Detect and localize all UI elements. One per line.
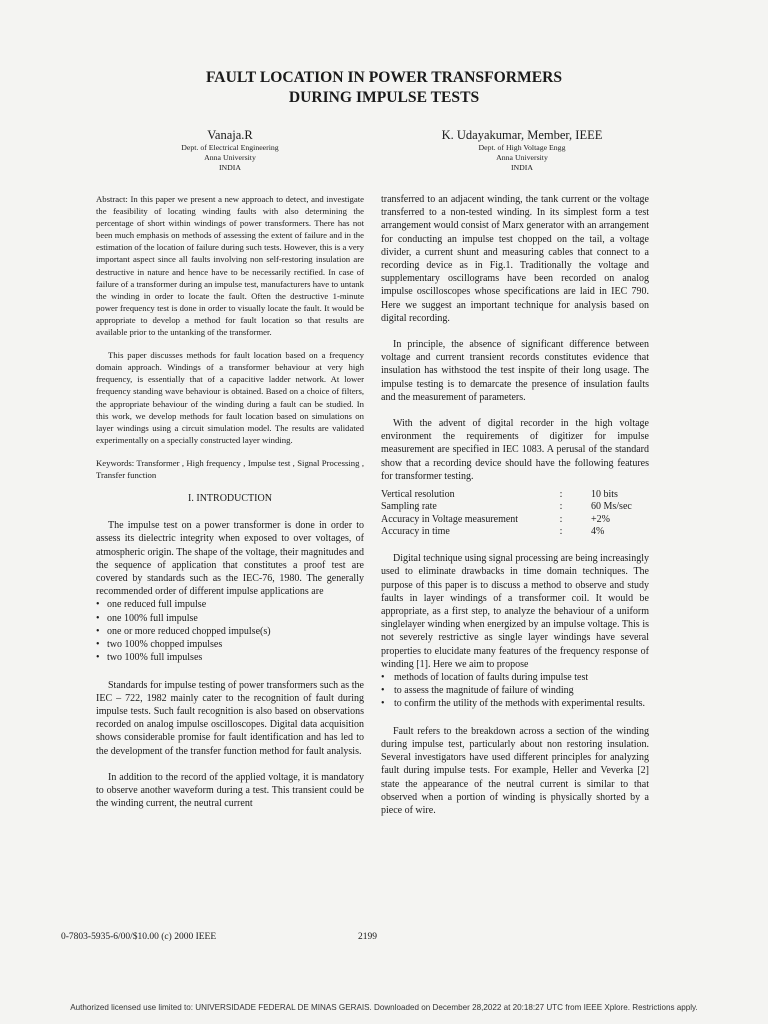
table-row xyxy=(381,489,649,501)
spec-value: 10 bits xyxy=(591,489,618,501)
author-university: Anna University xyxy=(496,153,548,162)
table-row xyxy=(381,526,649,538)
body-paragraph: In addition to the record of the applied voltage, it is mandatory to observe another waveform during a test. This transient could be the winding current, the neutral current xyxy=(96,771,364,810)
abstract xyxy=(96,193,364,481)
license-notice: Authorized licensed use limited to: UNIVERSIDADE FEDERAL DE MINAS GERAIS. Downloaded on December 28,2022 at 20:18:27 UTC from IEEE Xplore. Restrictions apply. xyxy=(70,1003,698,1012)
spec-separator: : xyxy=(559,501,563,513)
spec-label: Sampling rate xyxy=(381,501,437,513)
list-item: • one or more reduced chopped impulse(s) xyxy=(96,625,364,638)
aims-list xyxy=(381,671,649,711)
left-column xyxy=(96,193,364,823)
keywords: Keywords: Transformer , High frequency , Impulse test , Signal Processing , Transfer function xyxy=(96,457,364,480)
author-country: INDIA xyxy=(218,163,242,172)
page-number: 2199 xyxy=(358,932,377,942)
paper-title-line-1: FAULT LOCATION IN POWER TRANSFORMERS xyxy=(205,69,563,86)
spec-label: Accuracy in Voltage measurement xyxy=(381,513,519,525)
author-block-1 xyxy=(130,128,330,173)
right-column xyxy=(381,193,649,830)
table-row xyxy=(381,514,649,526)
body-paragraph: transferred to an adjacent winding, the tank current or the voltage transferred to a non-tested winding. In its simplest form a test arrangement would consist of Marx generator with an arrangement for conducting an impulse test chopped on the tail, a voltage divider, a current shunt and measuring cables that connect to a recording device as in Fig.1. Traditionally the voltage and supplementary oscillograms have been recorded on analog impulse oscilloscopes whose specifications are laid in IEC 790. Here we suggest an important technique for analysis based on digital recording. xyxy=(381,194,649,324)
spec-separator: : xyxy=(559,525,563,537)
author-dept: Dept. of High Voltage Engg xyxy=(478,143,566,152)
author-dept: Dept. of Electrical Engineering xyxy=(181,143,279,152)
spec-label: Accuracy in time xyxy=(381,525,450,537)
list-item: • to confirm the utility of the methods with experimental results. xyxy=(381,697,649,710)
body-paragraph: Digital technique using signal processing are being increasingly used to eliminate drawbacks in time domain techniques. The purpose of this paper is to discuss a method to observe and study faults in layer windings of a transformer coil. It would be appropriate, as a first step, to analyze the behaviour of a uniform singlelayer winding when energized by an impulse voltage. This is not severely restrictive as single layer windings have several properties to elucidate many features of the frequency response of winding [1]. Here we aim to propose xyxy=(381,553,649,670)
spec-separator: : xyxy=(559,489,563,501)
author-country: INDIA xyxy=(510,163,534,172)
spec-value: 4% xyxy=(591,525,605,537)
spec-label: Vertical resolution xyxy=(381,489,455,501)
abstract-paragraph: This paper discusses methods for fault location based on a frequency domain approach. Windings of a transformer behaviour at very high frequency, is essentially that of a capacitive ladder network. At lower frequency standing wave behaviour is obtained. Based on a choice of filters, the appropriate behaviour of the winding during a fault can be studied. In this work, we develop methods for fault location based on simulations on layer windings using a circuit simulation model. The results are validated experimentally on a specially constructed layer winding. xyxy=(96,350,364,445)
list-item: • to assess the magnitude of failure of winding xyxy=(381,684,649,697)
specs-table xyxy=(381,489,649,538)
impulse-list xyxy=(96,598,364,664)
paper-title-line-2: DURING IMPULSE TESTS xyxy=(288,89,480,106)
body-paragraph: Standards for impulse testing of power transformers such as the IEC – 722, 1982 mainly cater to the recognition of fault during impulse tests. Such fault recognition is also based on observations recorded on analog impulse oscilloscopes. Digital data acquisition shows considerable promise for fault identification and has led to the development of the transfer function method for fault analysis. xyxy=(96,679,364,757)
body-paragraph: The impulse test on a power transformer is done in order to assess its dielectric integrity when exposed to over voltages, of atmospheric origin. The shape of the voltage, their magnitudes and the sequence of application that constitutes a proof test are covered by standards such as the IEC-76, 1980. The generally recommended order of different impulse applications are xyxy=(96,520,364,598)
section-heading: I. INTRODUCTION xyxy=(188,493,272,505)
body-paragraph: With the advent of digital recorder in the high voltage environment the requirements of digitizer for impulse measurement are specified in IEC 1083. A perusal of the standard show that a recording device should have the following features for transformer testing. xyxy=(381,418,649,482)
list-item: • two 100% chopped impulses xyxy=(96,638,364,651)
paper-title xyxy=(0,68,768,108)
copyright-notice: 0-7803-5935-6/00/$10.00 (c) 2000 IEEE xyxy=(61,932,217,942)
spec-value: 60 Ms/sec xyxy=(591,501,632,513)
table-row xyxy=(381,501,649,513)
body-paragraph: Fault refers to the breakdown across a section of the winding during impulse test, particularly about non restoring insulation. Several investigators have used different principles for analyzing fault during impulse tests. For example, Heller and Veverka [2] state the appearance of the neutral current is similar to that observed when a portion of winding is physically shorted by a piece of wire. xyxy=(381,725,649,816)
author-name: K. Udayakumar, Member, IEEE xyxy=(441,128,603,142)
list-item: • one 100% full impulse xyxy=(96,612,364,625)
list-item: • methods of location of faults during impulse test xyxy=(381,671,649,684)
spec-value: +2% xyxy=(591,513,610,525)
author-name: Vanaja.R xyxy=(207,128,253,142)
author-block-2 xyxy=(392,128,652,173)
list-item: • one reduced full impulse xyxy=(96,598,364,611)
abstract-paragraph: Abstract: In this paper we present a new approach to detect, and investigate the feasibility of locating winding faults with also determining the percentage of short within windings of power transformers. There has not been much emphasis on methods of assessing the extent of failure and in the estimation of the location of failure during such tests. However, this is a very important aspect since all faults involving non self-restoring insulation are destructive in nature and hence have to be necessarily rectified. In case of failure of a transformer during an impulse test, manufacturers have to untank the winding in order to locate the fault. Often the destructive 1-minute power frequency test is done in order to visually locate the fault. It would be appropriate to develop a method for fault location so that results are available prior to the untanking of the transformer. xyxy=(96,194,364,338)
spec-separator: : xyxy=(559,513,563,525)
body-paragraph: In principle, the absence of significant difference between voltage and current transient records constitutes evidence that insulation has withstood the test inspite of their long usage. The impulse testing is to demarcate the presence of insulation faults and the measurement of parameters. xyxy=(381,339,649,403)
list-item: • two 100% full impulses xyxy=(96,651,364,664)
author-university: Anna University xyxy=(204,153,256,162)
